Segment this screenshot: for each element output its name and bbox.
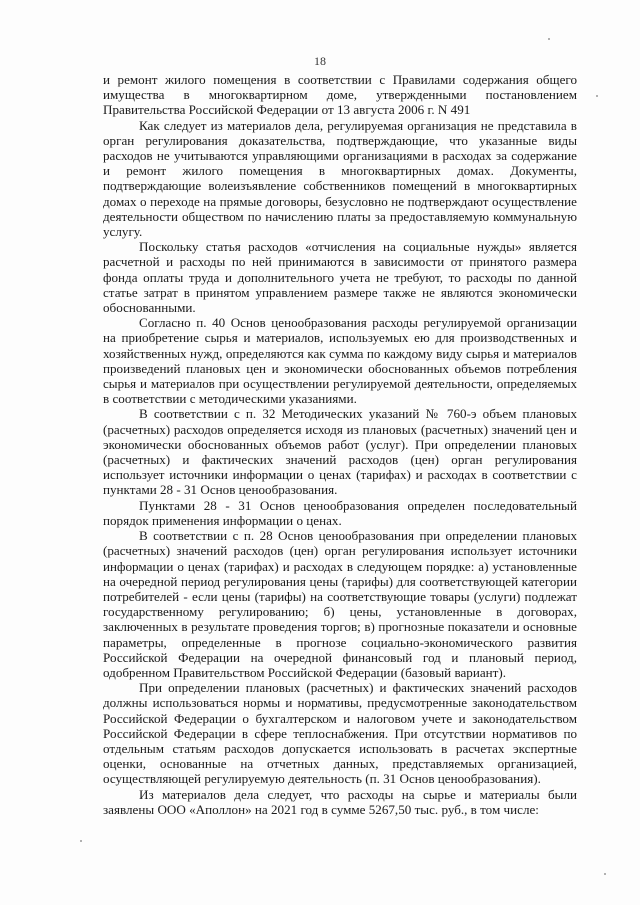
paragraph-continuation: и ремонт жилого помещения в соответствии с Правилами содержания общего имущества в многоквартирном доме, утвержденными постановлением Правительства Российской Федерации от 13 августа 2006 г. N 491 bbox=[103, 72, 577, 118]
paragraph-norms: При определении плановых (расчетных) и фактических значений расходов должны использоваться нормы и нормативы, предусмотренные законодательством Российской Федерации о бухгалтерском и налоговом учете и законодательством Российской Федерации в сфере теплоснабжения. При отсутствии нормативов по отдельным статьям расходов допускается использовать в расчетах экспертные оценки, основанные на отчетных данных, представляемых организацией, осуществляющей регулируемую деятельность (п. 31 Основ ценообразования). bbox=[103, 680, 577, 787]
document-body bbox=[103, 72, 577, 817]
scan-speck bbox=[80, 840, 82, 842]
paragraph-point-32: В соответствии с п. 32 Методических указаний № 760-э объем плановых (расчетных) расходов определяется исходя из плановых (расчетных) значений цен и экономически обоснованных объемов работ (услуг). При определении плановых (расчетных) и фактических значений расходов (цен) орган регулирования использует источники информации о ценах (тарифах) и расходах в соответствии с пунктами 28 - 31 Основ ценообразования. bbox=[103, 406, 577, 498]
paragraph-social-contributions: Поскольку статья расходов «отчисления на социальные нужды» является расчетной и расходы по ней принимаются в зависимости от принятого размера фонда оплаты труда и дополнительного учета не требуют, то расходы по данной статье затрат в принятом управлением размере также не являются экономически обоснованными. bbox=[103, 239, 577, 316]
paragraph-evidence: Как следует из материалов дела, регулируемая организация не представила в орган регулирования доказательства, подтверждающие, что указанные виды расходов не учитываются управляющими организациями в расходах за содержание и ремонт жилого помещения в многоквартирных домах. Документы, подтверждающие волеизъявление собственников помещений в многоквартирных домах о переходе на прямые договоры, безусловно не подтверждают осуществление деятельности обществом по начислению платы за предоставляемую коммунальную услугу. bbox=[103, 117, 577, 240]
paragraph-point-40: Согласно п. 40 Основ ценообразования расходы регулируемой организации на приобретение сырья и материалов, используемых ею для производственных и хозяйственных нужд, определяются как сумма по каждому виду сырья и материалов произведений плановых цен и экономически обоснованных объемов потребления сырья и материалов при осуществлении регулируемой деятельности, определяемых в соответствии с методическими указаниями. bbox=[103, 315, 577, 407]
page-number: 18 bbox=[314, 54, 326, 68]
scan-speck bbox=[604, 873, 606, 875]
paragraph-materials: Из материалов дела следует, что расходы на сырье и материалы были заявлены ООО «Аполлон» на 2021 год в сумме 5267,50 тыс. руб., в том числе: bbox=[103, 786, 577, 817]
paragraph-point-28: В соответствии с п. 28 Основ ценообразования при определении плановых (расчетных) значений расходов (цен) орган регулирования использует источники информации о ценах (тарифах) и расходах в следующем порядке: а) установленные на очередной период регулирования цены (тарифы) для соответствующей категории потребителей - если цены (тарифы) на соответствующие товары (услуги) подлежат государственному регулированию; б) цены, установленные в договорах, заключенных в результате проведения торгов; в) прогнозные показатели и основные параметры, определенные в прогнозе социально-экономического развития Российской Федерации на очередной финансовый год и плановый период, одобренном Правительством Российской Федерации (базовый вариант). bbox=[103, 528, 577, 680]
paragraph-points-28-31: Пунктами 28 - 31 Основ ценообразования определен последовательный порядок применения информации о ценах. bbox=[103, 497, 577, 528]
scan-speck bbox=[596, 95, 598, 97]
scan-speck bbox=[548, 38, 550, 40]
